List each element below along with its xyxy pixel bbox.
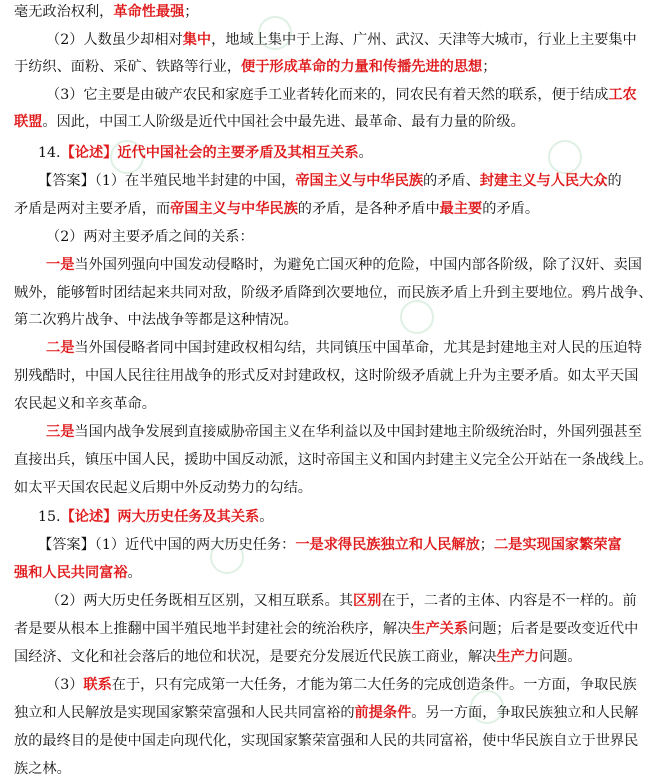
text-line — [46, 422, 654, 442]
body-text: 。另一方面，争取民族独立和人民解 — [411, 705, 639, 721]
body-text: 的 — [607, 173, 622, 189]
body-text: 的矛盾，是各种矛盾中 — [297, 201, 440, 217]
body-text: 直接出兵，镇压中国人民，援助中国反动派，这时帝国主义和国内封建主义完全公开站在一条战线上。 — [14, 452, 653, 468]
text-line — [14, 2, 654, 22]
highlight-text: 区别 — [352, 593, 382, 609]
body-text: 问题；后者是要改变近代中 — [468, 621, 639, 637]
highlight-text: 一是求得民族独立和人民解放 — [295, 537, 480, 553]
highlight-text: 三是 — [46, 424, 75, 440]
text-line — [46, 85, 654, 105]
text-line — [14, 366, 654, 386]
body-text: ； — [479, 537, 494, 553]
body-text: 于纺织、面粉、采矿、铁路等行业， — [14, 59, 242, 75]
body-text: 别残酷时，中国人民往往用战争的形式反对封建政权，这时阶级矛盾就上升为主要矛盾。如太平天国 — [14, 368, 639, 384]
highlight-text: 生产关系 — [411, 621, 469, 637]
text-line — [14, 199, 654, 219]
text-line — [14, 57, 654, 77]
text-line — [14, 283, 654, 303]
highlight-text: 强和人民共同富裕 — [14, 565, 128, 581]
highlight-text: 【论述】两大历史任务及其关系 — [60, 509, 260, 525]
body-text: 如太平天国农民起义后期中外反动势力的勾结。 — [14, 480, 312, 496]
body-text: （3） — [46, 677, 84, 693]
body-text: 。 — [259, 509, 274, 525]
highlight-text: 联盟 — [14, 114, 43, 130]
body-text: 【答案】（1）近代中国的两大历史任务： — [38, 537, 296, 553]
text-line — [38, 171, 654, 191]
text-line — [38, 535, 654, 555]
body-text: 放的最终目的是使中国走向现代化，实现国家繁荣富强和人民的共同富裕，使中华民族自立于世界民 — [14, 733, 639, 749]
highlight-text: 帝国主义与中华民族 — [170, 201, 298, 217]
highlight-text: 工农 — [608, 87, 637, 103]
body-text: 15. — [38, 509, 61, 525]
highlight-text: 封建主义与人民大众 — [479, 173, 608, 189]
highlight-text: 革命性最强 — [113, 4, 185, 20]
body-text: 当外国列强向中国发动侵略时，为避免亡国灭种的危险，中国内部各阶级，除了汉奸、卖国 — [74, 257, 642, 273]
body-text: 矛盾是两对主要矛盾，而 — [14, 201, 171, 217]
body-text: ； — [184, 4, 199, 20]
text-line — [14, 450, 654, 470]
text-line — [46, 338, 654, 358]
body-text: 当国内战争发展到直接威胁帝国主义在华利益以及中国封建地主阶级统治时，外国列强甚至 — [74, 424, 642, 440]
body-text: ，地域上集中于上海、广州、武汉、天津等大城市，行业上主要集中 — [211, 32, 637, 48]
text-line — [46, 227, 654, 247]
text-line — [14, 563, 654, 583]
body-text: （3）它主要是由破产农民和家庭手工业者转化而来的，同农民有着天然的联系，便于结成 — [46, 87, 609, 103]
body-text: 贼外，能够暂时团结起来共同对敌，阶级矛盾降到次要地位，而民族矛盾上升到主要地位。鸦片战争、 — [14, 285, 653, 301]
body-text: 国经济、文化和社会落后的地位和状况，是要充分发展近代民族工商业，解决 — [14, 649, 497, 665]
highlight-text: 帝国主义与中华民族 — [295, 173, 424, 189]
text-line — [38, 507, 654, 527]
text-line — [14, 310, 654, 330]
body-text: 的矛盾。 — [482, 201, 540, 217]
body-text: 农民起义和辛亥革命。 — [14, 396, 156, 412]
body-text: （2）人数虽少却相对 — [46, 32, 183, 48]
highlight-text: 二是 — [46, 340, 75, 356]
highlight-text: 便于形成革命的力量和传播先进的思想 — [241, 59, 483, 75]
text-line — [14, 703, 654, 723]
text-line — [46, 675, 654, 695]
body-text: 的矛盾、 — [423, 173, 480, 189]
highlight-text: 【论述】近代中国社会的主要矛盾及其相互关系 — [60, 145, 359, 161]
highlight-text: 生产力 — [496, 649, 539, 665]
text-line — [46, 591, 654, 611]
text-line — [14, 619, 654, 639]
text-line — [14, 112, 654, 132]
body-text: 。 — [127, 565, 142, 581]
body-text: 第二次鸦片战争、中法战争等都是这种情况。 — [14, 312, 298, 328]
body-text: 独立和人民解放是实现国家繁荣富强和人民共同富裕的 — [14, 705, 355, 721]
body-text: 当外国侵略者同中国封建政权相勾结，共同镇压中国革命，尤其是封建地主对人民的压迫特 — [74, 340, 642, 356]
text-line — [14, 647, 654, 667]
highlight-text: 最主要 — [439, 201, 483, 217]
body-text: 。 — [358, 145, 373, 161]
text-line — [14, 759, 654, 779]
body-text: 在于，只有完成第一大任务，才能为第二大任务的完成创造条件。一方面，争取民族 — [111, 677, 637, 693]
highlight-text: 联系 — [83, 677, 112, 693]
body-text: 毫无政治权利， — [14, 4, 114, 20]
highlight-text: 前提条件 — [354, 705, 412, 721]
body-text: 者是要从根本上推翻中国半殖民地半封建社会的统治秩序，解决 — [14, 621, 412, 637]
text-line — [14, 478, 654, 498]
text-line — [46, 30, 654, 50]
text-line — [14, 394, 654, 414]
body-text: （2）两对主要矛盾之间的关系： — [46, 229, 254, 245]
body-text: ； — [482, 59, 497, 75]
body-text: （2）两大历史任务既相互区别，又相互联系。其 — [46, 593, 353, 609]
body-text: 14. — [38, 145, 61, 161]
body-text: 【答案】（1）在半殖民地半封建的中国， — [38, 173, 296, 189]
body-text: 问题。 — [538, 649, 582, 665]
body-text: 族之林。 — [14, 761, 71, 777]
body-text: 在于，二者的主体、内容是不一样的。前 — [381, 593, 637, 609]
body-text: 。因此，中国工人阶级是近代中国社会中最先进、最革命、最有力量的阶级。 — [42, 114, 525, 130]
highlight-text: 二是实现国家繁荣富 — [493, 537, 622, 553]
highlight-text: 一是 — [46, 257, 75, 273]
text-line — [46, 255, 654, 275]
highlight-text: 集中 — [182, 32, 212, 48]
text-line — [14, 731, 654, 751]
text-line — [38, 143, 654, 163]
